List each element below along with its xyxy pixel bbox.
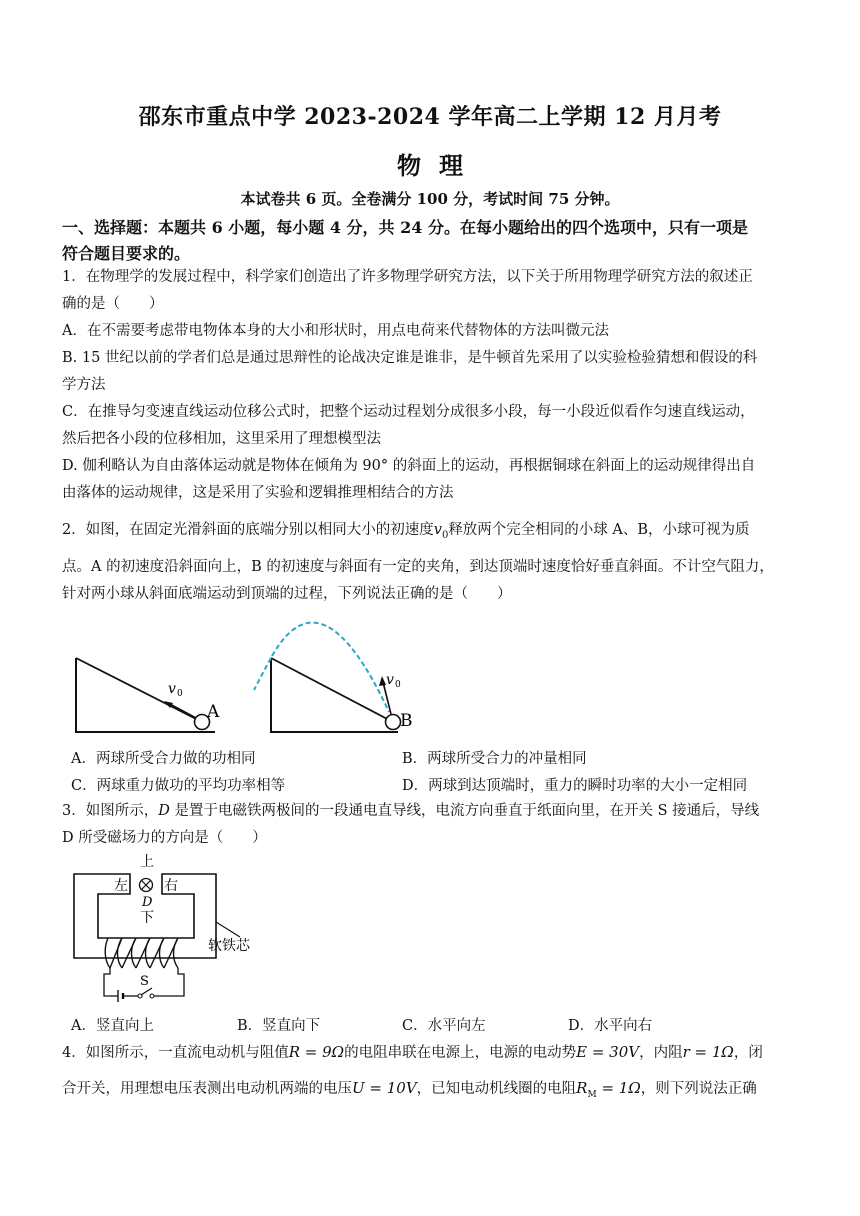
q2-option-a: A．两球所受合力做的功相同 bbox=[71, 751, 256, 767]
section-heading-line2: 符合题目要求的。 bbox=[62, 244, 191, 263]
label-down: 下 bbox=[140, 910, 154, 926]
q3-stem-line2: D 所受磁场力的方向是（ ） bbox=[62, 830, 267, 846]
q1-option-d-line1: D. 伽利略认为自由落体运动就是物体在倾角为 90° 的斜面上的运动，再根据铜球在斜面上的运动规律得出自 bbox=[62, 458, 756, 474]
q1-option-c-line1: C．在推导匀变速直线运动位移公式时，把整个运动过程划分成很多小段，每一小段近似看作匀速直线运动， bbox=[62, 404, 755, 420]
subject-title: 物理 bbox=[397, 151, 481, 180]
section-heading bbox=[62, 215, 798, 267]
q1-option-b-line2: 学方法 bbox=[62, 377, 106, 393]
label-wire-d: D bbox=[142, 895, 153, 910]
q1-stem-line2: 确的是（ ） bbox=[62, 296, 164, 312]
incline-b bbox=[254, 623, 413, 732]
q3-option-c: C．水平向左 bbox=[402, 1018, 486, 1034]
label-a: A bbox=[207, 702, 220, 722]
v0-label-b: v bbox=[386, 672, 394, 688]
q2-option-d: D．两球到达顶端时，重力的瞬时功率的大小一定相同 bbox=[402, 778, 748, 794]
switch-icon bbox=[141, 988, 152, 995]
q1-option-c-line2: 然后把各小段的位移相加，这里采用了理想模型法 bbox=[62, 431, 381, 447]
trajectory-extension bbox=[254, 658, 271, 690]
label-up: 上 bbox=[140, 854, 154, 870]
q4-stem-line2: 合开关，用理想电压表测出电动机两端的电压U = 10V，已知电动机线圈的电阻$R_M = 1\Omega$，则下列说法正确 bbox=[62, 1079, 757, 1100]
label-soft-iron-core: 软铁芯 bbox=[208, 938, 250, 954]
q3-figure bbox=[60, 852, 300, 1004]
q1-stem-line1: 1．在物理学的发展过程中，科学家们创造出了许多物理学研究方法，以下关于所用物理学研究方法的叙述正 bbox=[62, 269, 753, 285]
svg-text:0: 0 bbox=[177, 689, 183, 699]
q2-stem-line2: 点。A 的初速度沿斜面向上，B 的初速度与斜面有一定的夹角，到达顶端时速度恰好垂直斜面。不计空气阻力， bbox=[62, 559, 774, 575]
q1-option-a: A．在不需要考虑带电物体本身的大小和形状时，用点电荷来代替物体的方法叫微元法 bbox=[62, 323, 609, 339]
q2-figure bbox=[60, 610, 440, 740]
q3-option-d: D．水平向右 bbox=[568, 1018, 653, 1034]
label-b: B bbox=[400, 711, 413, 731]
v0-symbol: v bbox=[433, 522, 442, 538]
page-title: 邵东市重点中学 2023-2024 学年高二上学期 12 月月考 bbox=[138, 104, 722, 130]
q2-stem-line1: 2．如图，在固定光滑斜面的底端分别以相同大小的初速度$v_0$释放两个完全相同的小球 A、B，小球可视为质 bbox=[62, 522, 750, 541]
q2-stem-line3: 针对两小球从斜面底端运动到顶端的过程，下列说法正确的是（ ） bbox=[62, 586, 512, 602]
exam-info: 本试卷共 6 页。全卷满分 100 分，考试时间 75 分钟。 bbox=[240, 190, 620, 208]
q3-option-a: A．竖直向上 bbox=[71, 1018, 154, 1034]
q4-stem-line1: 4．如图所示，一直流电动机与阻值R = 9Ω的电阻串联在电源上，电源的电动势E = 30V，内阻r = 1Ω，闭 bbox=[62, 1043, 763, 1061]
v0-label-a: v bbox=[168, 681, 176, 697]
q1-option-b-line1: B. 15 世纪以前的学者们总是通过思辩性的论战决定谁是谁非，是牛顿首先采用了以实验检验猜想和假设的科 bbox=[62, 350, 758, 366]
coil bbox=[105, 938, 178, 968]
label-switch: S bbox=[140, 974, 149, 989]
svg-text:0: 0 bbox=[395, 680, 401, 690]
q3-stem-line1: 3．如图所示，D 是置于电磁铁两极间的一段通电直导线，电流方向垂直于纸面向里，在开关 S 接通后，导线 bbox=[62, 803, 760, 819]
incline-a bbox=[76, 658, 220, 732]
label-right: 右 bbox=[164, 878, 178, 894]
q2-option-b: B．两球所受合力的冲量相同 bbox=[402, 751, 587, 767]
q1-option-d-line2: 由落体的运动规律，这是采用了实验和逻辑推理相结合的方法 bbox=[62, 485, 454, 501]
q2-option-c: C．两球重力做功的平均功率相等 bbox=[71, 778, 286, 794]
ball-b bbox=[386, 715, 401, 730]
label-left: 左 bbox=[114, 878, 128, 894]
q3-option-b: B．竖直向下 bbox=[237, 1018, 321, 1034]
section-heading-line1: 一、选择题：本题共 6 小题，每小题 4 分，共 24 分。在每小题给出的四个选项中，只有一项是 bbox=[62, 218, 748, 237]
